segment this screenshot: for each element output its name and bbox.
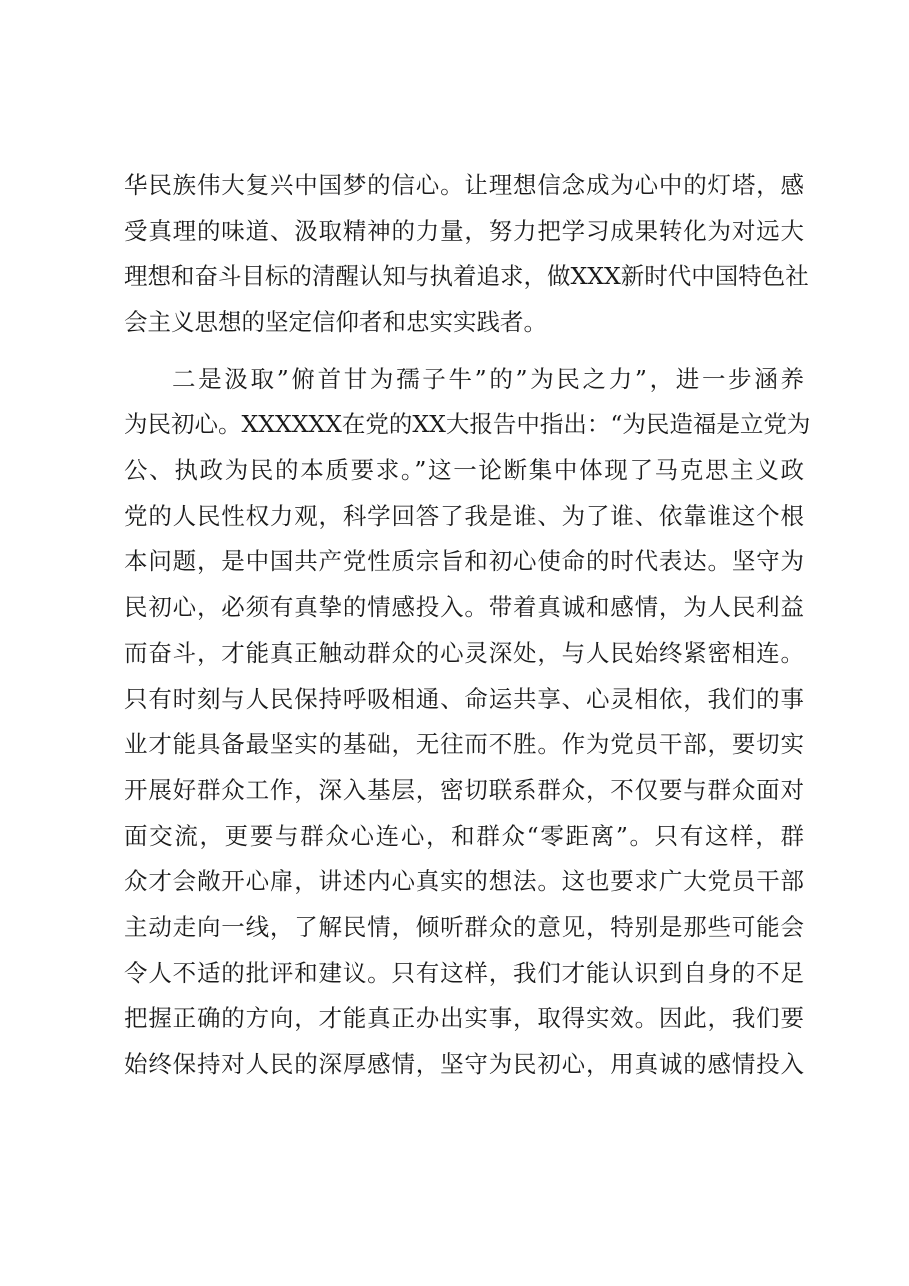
text-line-2: 受真理的味道、汲取精神的力量，努力把学习成果转化为对远大 [124,217,804,245]
text-line-19: 把握正确的方向，才能真正办出实事，取得实效。因此，我们要 [124,1004,804,1032]
text-line-3: 理想和奋斗目标的清醒认知与执着追求，做XXX新时代中国特色社 [124,262,809,290]
text-line-4: 会主义思想的坚定信仰者和忠实实践者。 [124,308,547,336]
text-line-9: 本问题，是中国共产党性质宗旨和初心使命的时代表达。坚守为 [124,547,804,575]
text-line-5: 二是汲取”俯首甘为孺子牛”的”为民之力”，进一步涵养 [172,365,804,393]
text-line-20: 始终保持对人民的深厚感情，坚守为民初心，用真诚的感情投入 [124,1050,804,1078]
text-line-11: 而奋斗，才能真正触动群众的心灵深处，与人民始终紧密相连。 [124,639,804,667]
text-line-8: 党的人民性权力观，科学回答了我是谁、为了谁、依靠谁这个根 [124,502,804,530]
text-line-7: 公、执政为民的本质要求。”这一论断集中体现了马克思主义政 [124,456,804,484]
text-line-15: 面交流，更要与群众心连心，和群众“零距离”。只有这样，群 [124,822,804,850]
text-line-18: 令人不适的批评和建议。只有这样，我们才能认识到自身的不足 [124,959,804,987]
text-line-14: 开展好群众工作，深入基层，密切联系群众，不仅要与群众面对 [124,776,804,804]
text-line-16: 众才会敞开心扉，讲述内心真实的想法。这也要求广大党员干部 [124,867,804,895]
text-line-12: 只有时刻与人民保持呼吸相通、命运共享、心灵相依，我们的事 [124,685,804,713]
text-line-1: 华民族伟大复兴中国梦的信心。让理想信念成为心中的灯塔，感 [124,171,804,199]
text-line-17: 主动走向一线，了解民情，倾听群众的意见，特别是那些可能会 [124,913,804,941]
text-line-13: 业才能具备最坚实的基础，无往而不胜。作为党员干部，要切实 [124,730,804,758]
text-line-6: 为民初心。XXXXXX在党的XX大报告中指出：“为民造福是立党为 [124,410,811,438]
text-line-10: 民初心，必须有真挚的情感投入。带着真诚和感情，为人民利益 [124,593,804,621]
